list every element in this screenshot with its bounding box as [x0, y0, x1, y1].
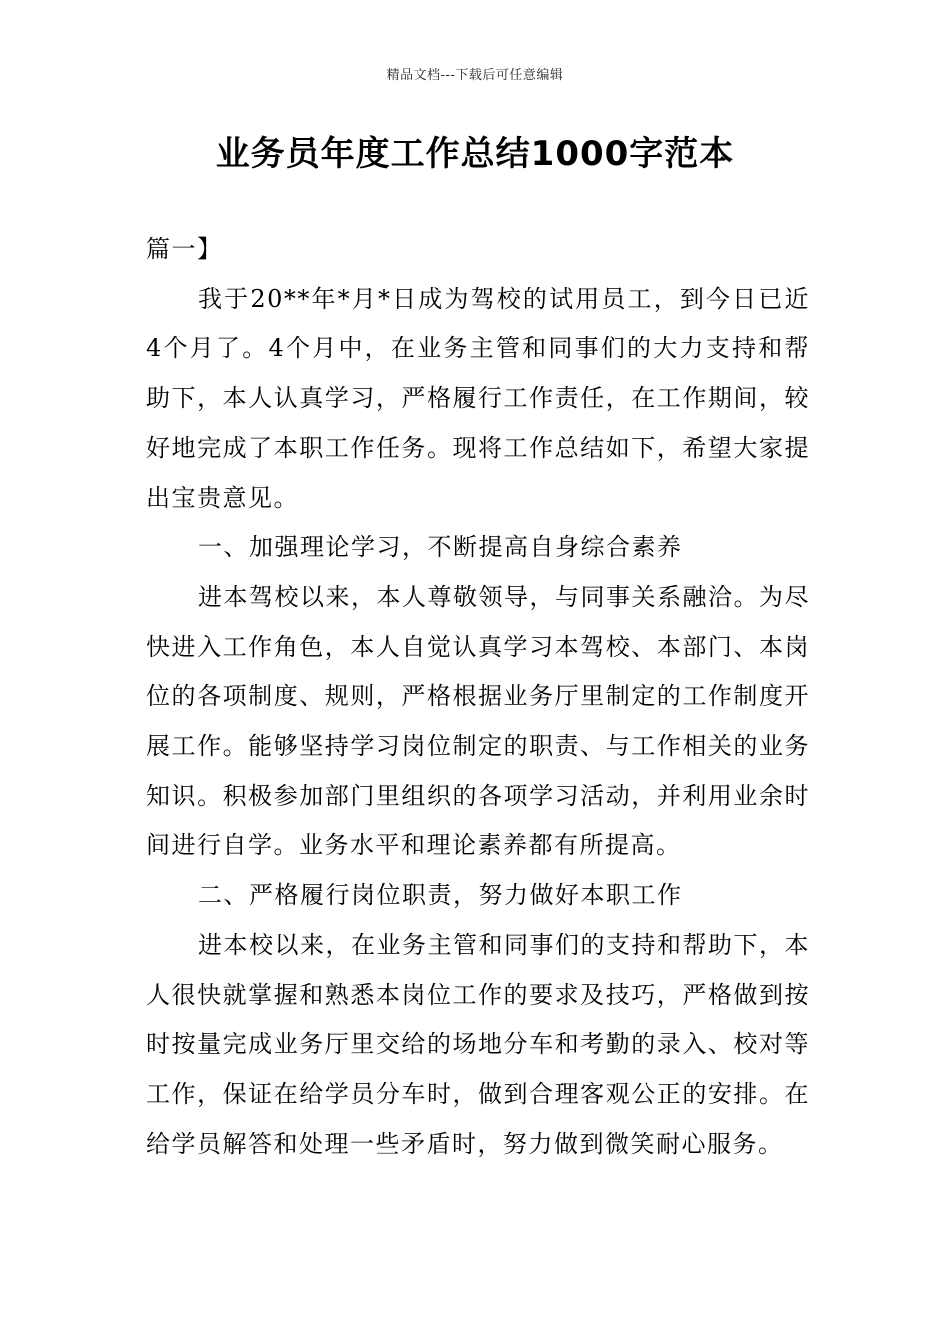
header-note: 精品文档---下载后可任意编辑	[386, 68, 564, 83]
paragraph-study: 进本驾校以来，本人尊敬领导，与同事关系融洽。为尽快进入工作角色，本人自觉认真学习本驾校、本部门、本岗位的各项制度、规则，严格根据业务厅里制定的工作制度开展工作。能够坚持学习岗位制定的职责、与工作相关的业务知识。积极参加部门里组织的各项学习活动，并利用业余时间进行自学。业务水平和理论素养都有所提高。	[146, 582, 810, 860]
section-heading-1: 一、加强理论学习，不断提高自身综合素养	[198, 533, 683, 562]
paragraph-intro: 我于20**年*月*日成为驾校的试用员工，到今日已近4个月了。4个月中，在业务主管和同事们的大力支持和帮助下，本人认真学习，严格履行工作责任，在工作期间，较好地完成了本职工作任务。现将工作总结如下，希望大家提出宝贵意见。	[146, 284, 810, 512]
section-heading-2: 二、严格履行岗位职责，努力做好本职工作	[198, 881, 683, 910]
document-body	[146, 225, 810, 1169]
section-label: 篇一】	[146, 235, 223, 263]
paragraph-duties: 进本校以来，在业务主管和同事们的支持和帮助下，本人很快就掌握和熟悉本岗位工作的要求及技巧，严格做到按时按量完成业务厅里交给的场地分车和考勤的录入、校对等工作，保证在给学员分车时，做到合理客观公正的安排。在给学员解答和处理一些矛盾时，努力做到微笑耐心服务。	[146, 930, 810, 1158]
document-title: 业务员年度工作总结1000字范本	[215, 134, 735, 174]
